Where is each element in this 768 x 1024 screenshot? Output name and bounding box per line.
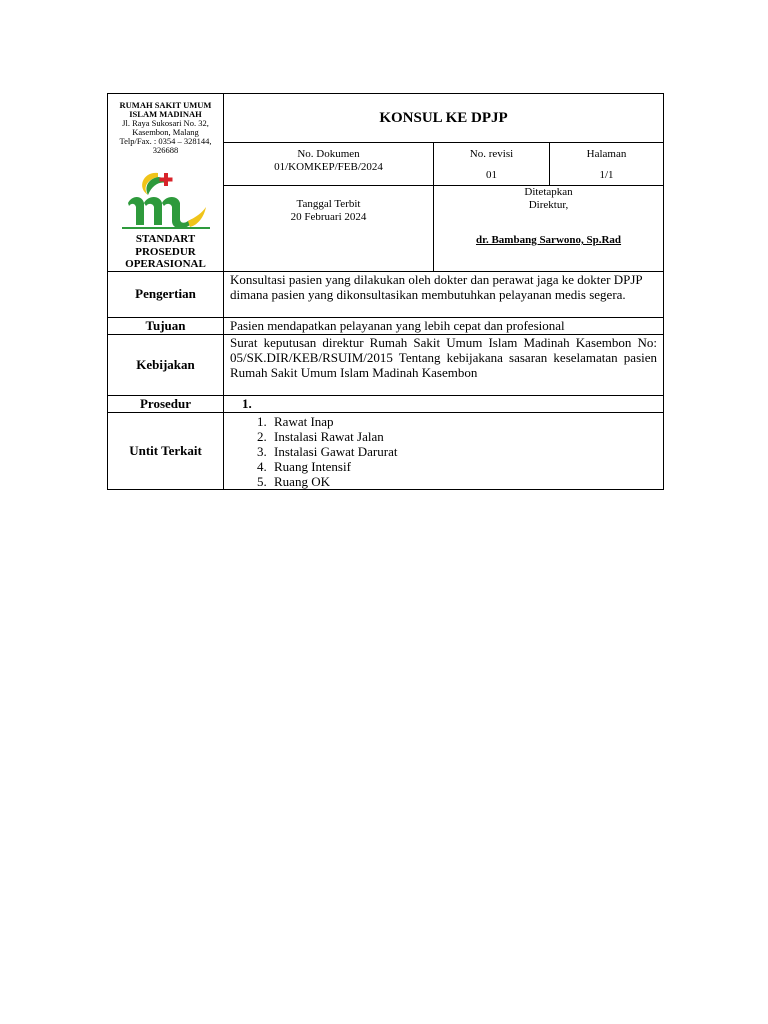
document-number-cell — [224, 143, 434, 186]
sop-document — [107, 93, 663, 490]
revision-number: 01 — [486, 169, 497, 182]
hospital-phone-line1: Telp/Fax. : 0354 – 328144, — [119, 136, 212, 146]
unit-list — [224, 414, 663, 489]
list-item: 3. Instalasi Gawat Darurat — [270, 444, 663, 459]
document-number-label: No. Dokumen — [297, 148, 360, 161]
hospital-phone-line2: 326688 — [152, 145, 179, 155]
revision-cell — [434, 143, 550, 186]
approver-role: Direktur, — [528, 198, 569, 211]
hospital-name-line2: ISLAM MADINAH — [129, 109, 202, 119]
approver-name: dr. Bambang Sarwono, Sp.Rad — [475, 233, 622, 246]
page-number: 1/1 — [599, 169, 614, 182]
pengertian-text: Konsultasi pasien yang dilakukan oleh dokter dan perawat jaga ke dokter DPJP dimana pasien yang dikonsultasikan membutuhkan pelayanan medis segera. — [224, 271, 664, 317]
document-title: KONSUL KE DPJP — [224, 94, 664, 143]
page-cell — [550, 143, 664, 186]
sop-table — [107, 93, 664, 490]
prosedur-label: Prosedur — [108, 395, 224, 412]
approval-label: Ditetapkan — [524, 185, 573, 198]
hospital-header-cell — [108, 94, 224, 272]
issue-date-cell — [224, 185, 434, 271]
unit-terkait-label: Untit Terkait — [108, 412, 224, 489]
hospital-logo-icon — [118, 169, 214, 231]
tujuan-text: Pasien mendapatkan pelayanan yang lebih cepat dan profesional — [224, 317, 664, 334]
document-number: 01/KOMKEP/FEB/2024 — [274, 161, 383, 174]
prosedur-item-number: 1. — [242, 395, 252, 411]
issue-date: 20 Februari 2024 — [290, 210, 367, 223]
list-item: 5. Ruang OK — [270, 474, 663, 489]
list-item: 4. Ruang Intensif — [270, 459, 663, 474]
pengertian-label: Pengertian — [108, 271, 224, 317]
hospital-name-line1: RUMAH SAKIT UMUM — [119, 100, 212, 110]
page-label: Halaman — [586, 148, 627, 161]
approval-cell — [434, 185, 664, 271]
prosedur-content — [224, 395, 664, 412]
hospital-address-line2: Kasembon, Malang — [132, 127, 199, 137]
issue-date-label: Tanggal Terbit — [296, 197, 361, 210]
sop-label-line1: STANDART — [135, 233, 196, 245]
revision-label: No. revisi — [469, 148, 514, 161]
list-item: 1. Rawat Inap — [270, 414, 663, 429]
unit-terkait-list-cell — [224, 412, 664, 489]
kebijakan-text: Surat keputusan direktur Rumah Sakit Umum Islam Madinah Kasembon No: 05/SK.DIR/KEB/RSUIM/2015 Tentang kebijakana sasaran keselamatan pasien Rumah Sakit Umum Islam Madinah Kasembon — [224, 334, 664, 395]
kebijakan-label: Kebijakan — [108, 334, 224, 395]
tujuan-label: Tujuan — [108, 317, 224, 334]
sop-label — [108, 233, 223, 271]
hospital-address-line1: Jl. Raya Sukosari No. 32, — [122, 118, 209, 128]
sop-label-line3: OPERASIONAL — [125, 258, 206, 270]
sop-label-line2: PROSEDUR — [135, 245, 196, 258]
list-item: 2. Instalasi Rawat Jalan — [270, 429, 663, 444]
